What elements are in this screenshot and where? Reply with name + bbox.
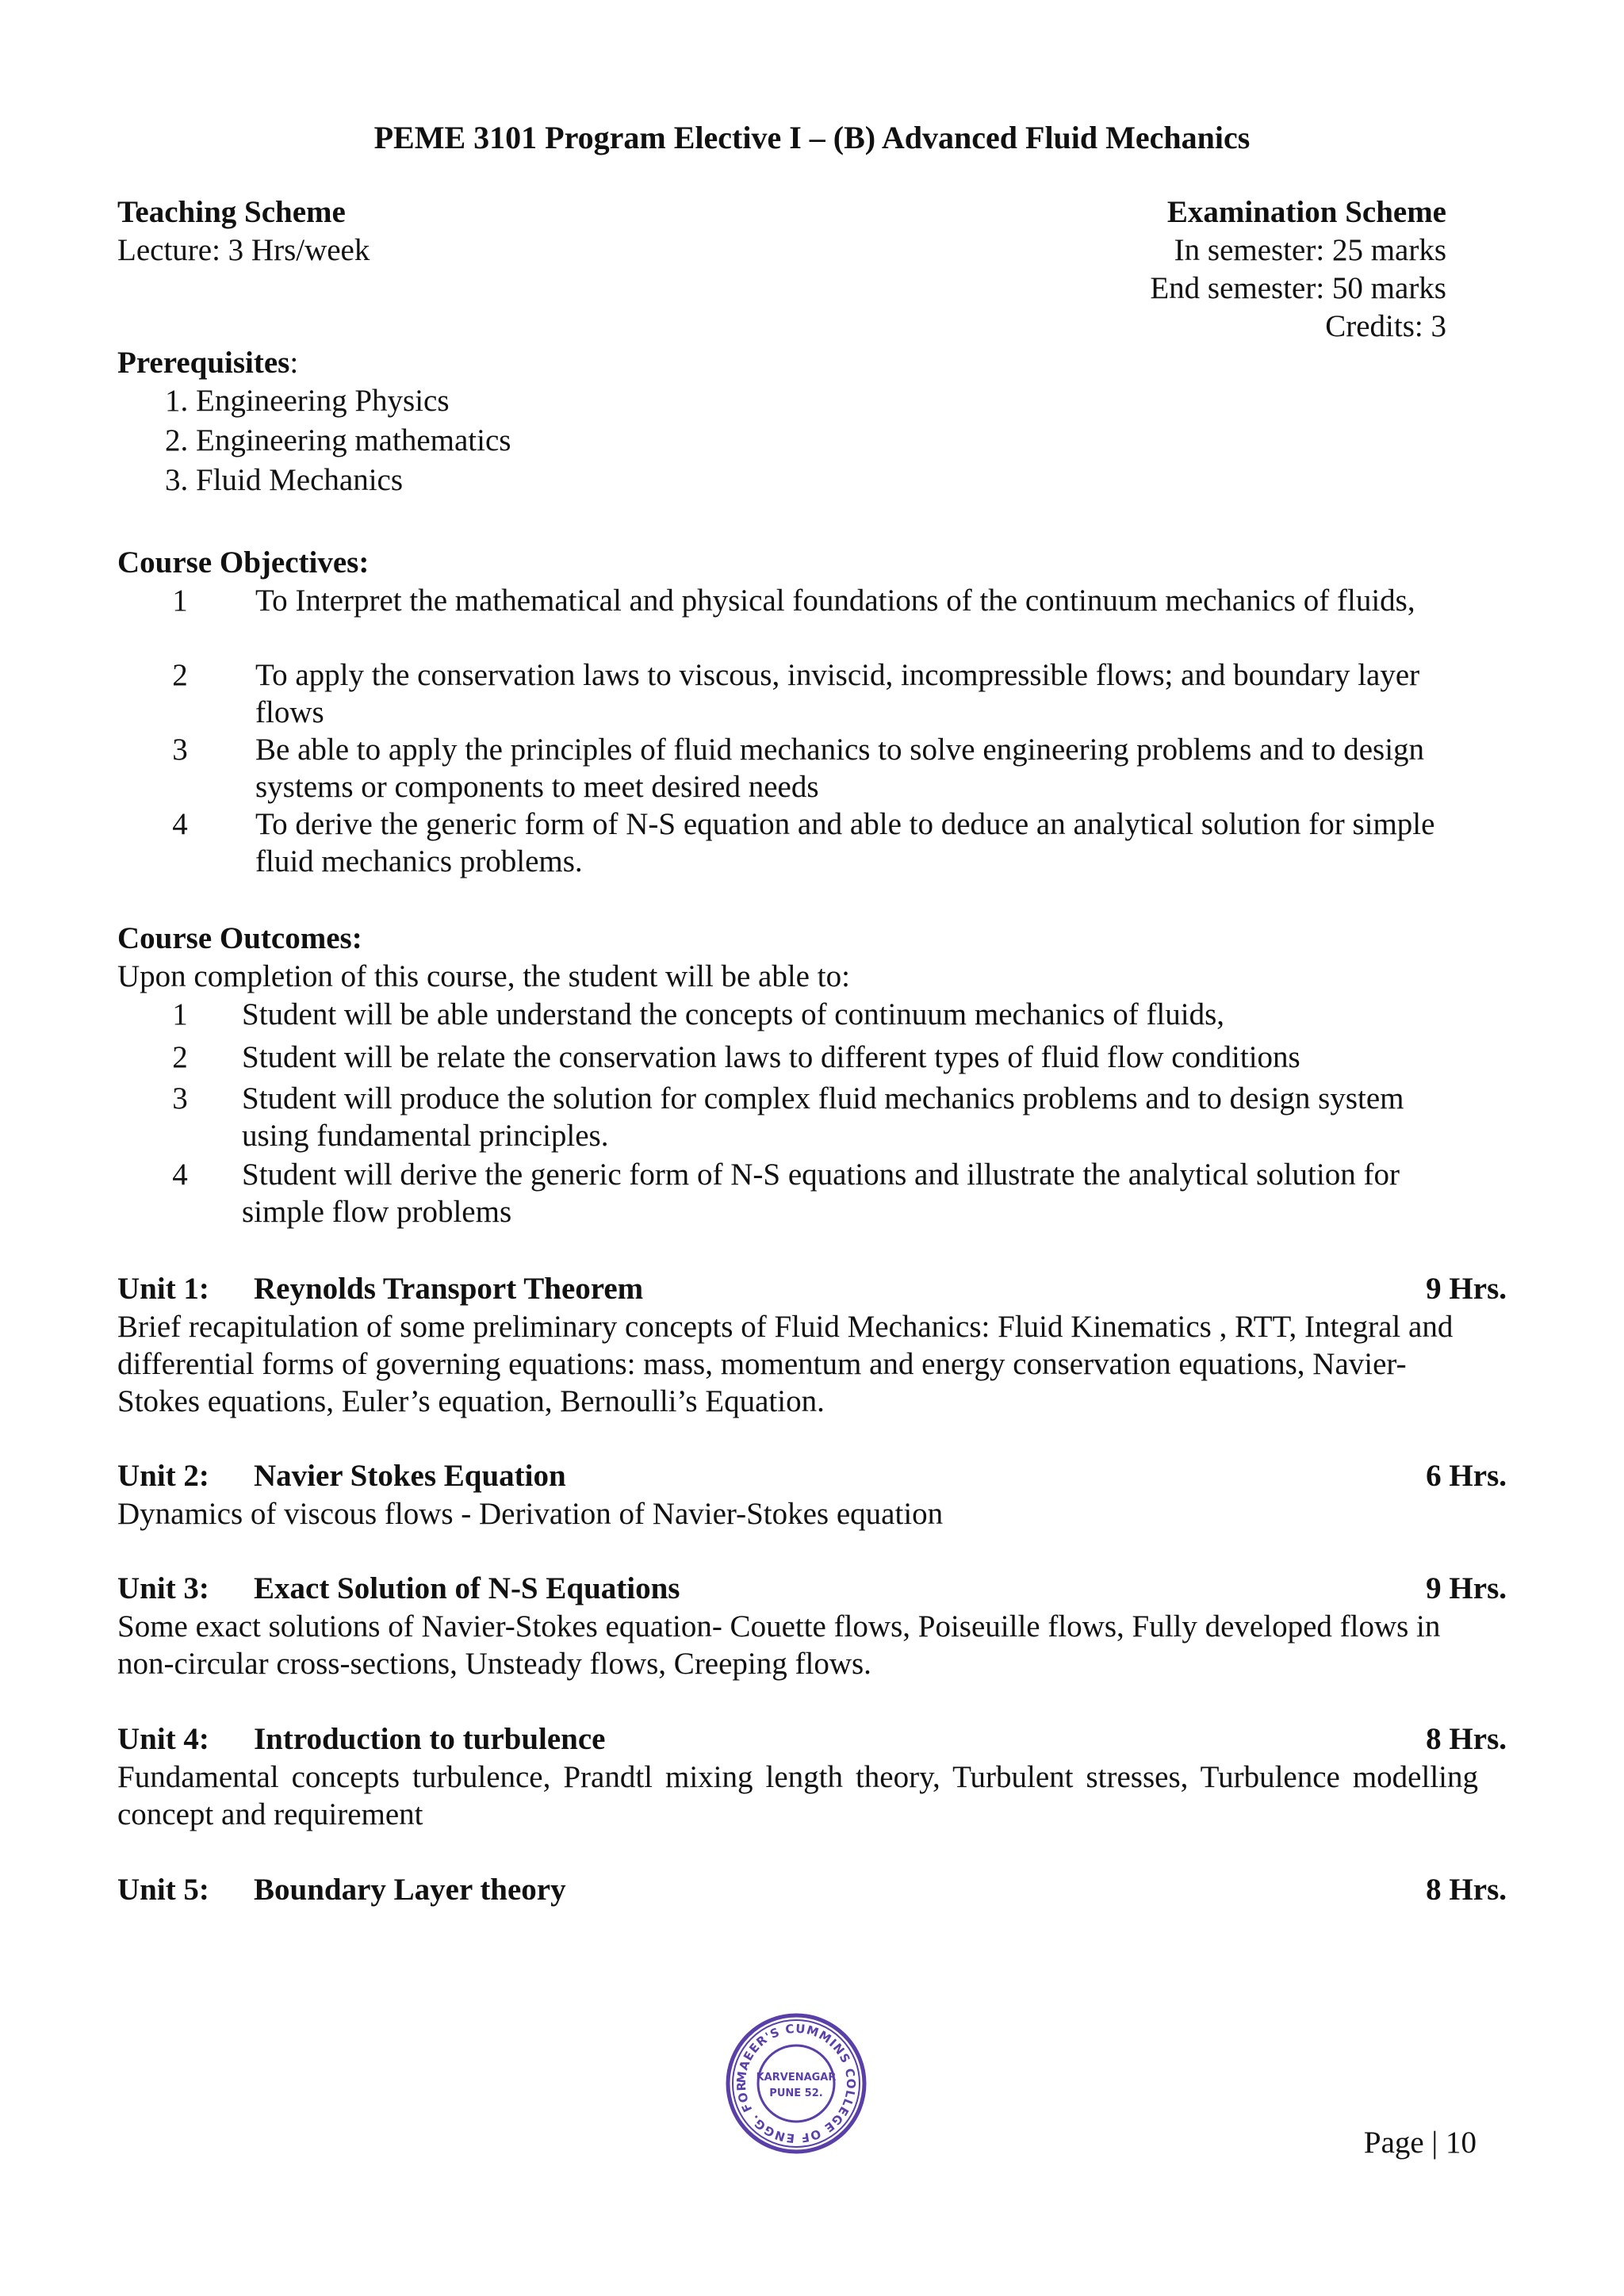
objective-number: 4 <box>172 807 188 841</box>
unit-title: Introduction to turbulence <box>254 1722 606 1756</box>
outcome-text: Student will be able understand the concepts of continuum mechanics of fluids, <box>242 997 1225 1031</box>
course-outcomes-intro: Upon completion of this course, the student will be able to: <box>117 959 850 993</box>
objective-text: Be able to apply the principles of fluid mechanics to solve engineering problems and to design systems or components to meet desired needs <box>255 733 1425 804</box>
unit-content: Brief recapitulation of some preliminary concepts of Fluid Mechanics: Fluid Kinematics , RTT, Integral and differential forms of governing equations: mass, momentum and energy conservation equations, Navier-Stokes equations, Euler’s equation, Bernoulli’s Equation. <box>117 1310 1454 1418</box>
prerequisite-item: 3. Fluid Mechanics <box>165 463 404 497</box>
unit-content: Dynamics of viscous flows - Derivation of Navier-Stokes equation <box>117 1497 944 1531</box>
prerequisites-heading-text: Prerequisites <box>117 346 290 380</box>
course-outcomes-heading: Course Outcomes: <box>117 921 362 955</box>
unit-hours: 8 Hrs. <box>1426 1873 1507 1907</box>
lecture-hours: Lecture: 3 Hrs/week <box>117 233 370 267</box>
prerequisite-item: 2. Engineering mathematics <box>165 423 511 457</box>
objective-number: 3 <box>172 733 188 767</box>
prerequisites-colon: : <box>289 346 299 380</box>
unit-label: Unit 5: <box>117 1873 209 1907</box>
outcome-number: 2 <box>172 1040 188 1074</box>
stamp-line-2: PUNE 52. <box>769 2087 823 2099</box>
document-title: PEME 3101 Program Elective I – (B) Advanced Fluid Mechanics <box>373 120 1251 155</box>
objective-text: To Interpret the mathematical and physical foundations of the continuum mechanics of fluids, <box>255 584 1415 618</box>
prerequisites-heading <box>117 344 298 381</box>
unit-label: Unit 1: <box>117 1272 209 1306</box>
stamp-line-1: KARVENAGAR <box>756 2072 837 2084</box>
unit-hours: 9 Hrs. <box>1426 1272 1507 1306</box>
teaching-scheme-heading: Teaching Scheme <box>117 195 346 229</box>
objective-number: 2 <box>172 658 188 692</box>
course-objectives-heading: Course Objectives: <box>117 545 370 580</box>
unit-content: Some exact solutions of Navier-Stokes equation- Couette flows, Poiseuille flows, Fully developed flows in non-circular cross-sections, Unsteady flows, Creeping flows. <box>117 1609 1441 1681</box>
college-seal-graphic <box>723 2011 869 2156</box>
unit-content: Fundamental concepts turbulence, Prandtl mixing length theory, Turbulent stresses, Turbulence modelling concept and requirement <box>117 1760 1478 1831</box>
unit-hours: 6 Hrs. <box>1426 1459 1507 1493</box>
prerequisite-item: 1. Engineering Physics <box>165 384 450 418</box>
outcome-number: 1 <box>172 997 188 1031</box>
in-semester-marks: In semester: 25 marks <box>1174 233 1446 267</box>
outcome-number: 3 <box>172 1081 188 1115</box>
unit-hours: 9 Hrs. <box>1426 1571 1507 1605</box>
unit-label: Unit 2: <box>117 1459 209 1493</box>
unit-hours: 8 Hrs. <box>1426 1722 1507 1756</box>
unit-title: Exact Solution of N-S Equations <box>254 1571 680 1605</box>
unit-title: Navier Stokes Equation <box>254 1459 566 1493</box>
unit-title: Reynolds Transport Theorem <box>254 1272 644 1306</box>
credits: Credits: 3 <box>1325 309 1446 343</box>
objective-text: To derive the generic form of N-S equation and able to deduce an analytical solution for simple fluid mechanics problems. <box>255 807 1435 878</box>
outcome-number: 4 <box>172 1158 188 1192</box>
outcome-text: Student will derive the generic form of N-S equations and illustrate the analytical solution for simple flow problems <box>242 1158 1400 1229</box>
end-semester-marks: End semester: 50 marks <box>1150 271 1446 305</box>
unit-label: Unit 4: <box>117 1722 209 1756</box>
examination-scheme-heading: Examination Scheme <box>1166 195 1446 229</box>
unit-label: Unit 3: <box>117 1571 209 1605</box>
page-number: Page | 10 <box>1363 2126 1477 2160</box>
objective-number: 1 <box>172 584 188 618</box>
unit-title: Boundary Layer theory <box>254 1873 566 1907</box>
outcome-text: Student will produce the solution for complex fluid mechanics problems and to design system using fundamental principles. <box>242 1081 1404 1153</box>
college-stamp <box>723 2011 869 2156</box>
stamp-ring-text: MAEER'S CUMMINS COLLEGE OF ENGG. FOR <box>733 2021 859 2146</box>
objective-text: To apply the conservation laws to viscous, inviscid, incompressible flows; and boundary layer flows <box>255 658 1420 729</box>
outcome-text: Student will be relate the conservation laws to different types of fluid flow conditions <box>242 1040 1300 1074</box>
